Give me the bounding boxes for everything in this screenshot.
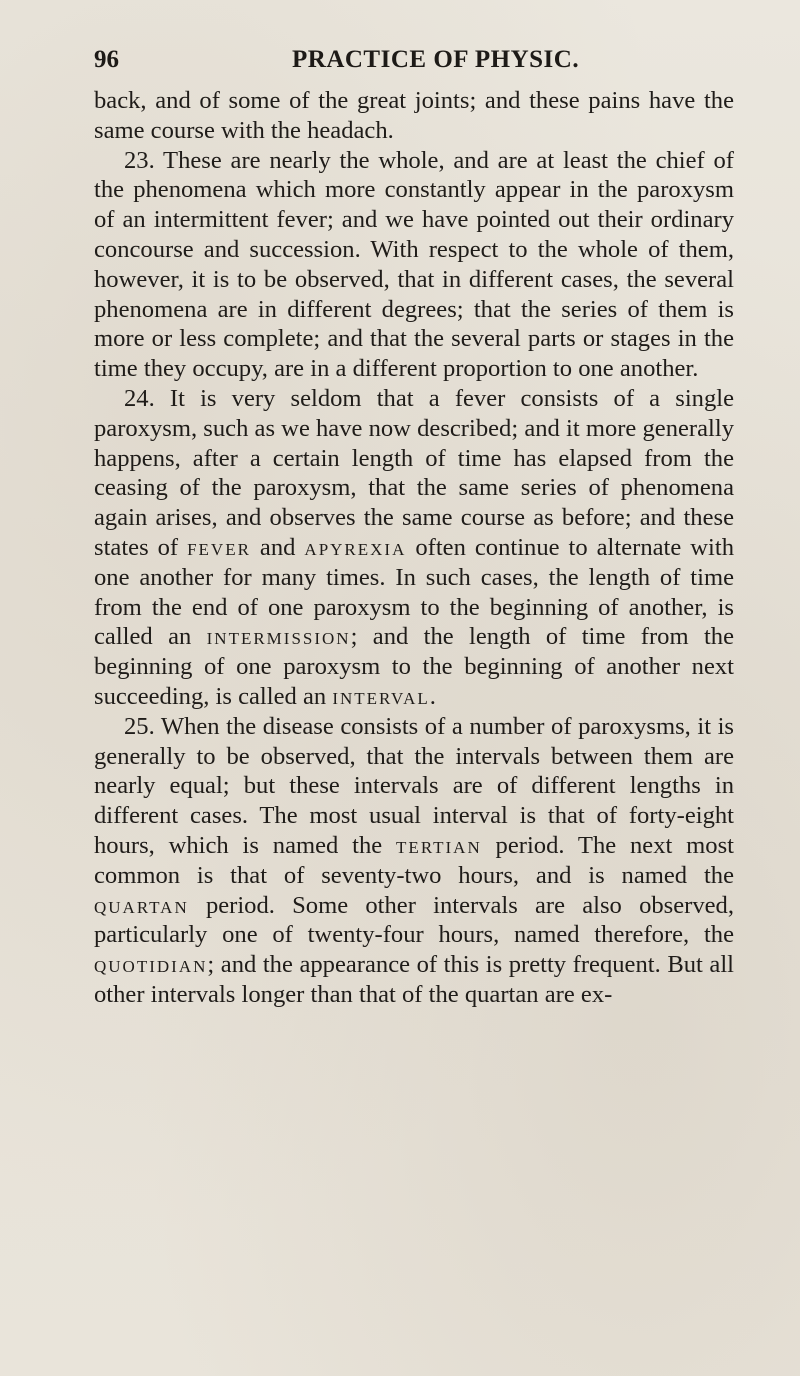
running-title: PRACTICE OF PHYSIC.: [292, 46, 580, 73]
text-run: back, and of some of the great joints; and these pains have the same course with the headach.: [94, 87, 734, 144]
term-intermission: intermission: [206, 623, 351, 651]
text-run: period. Some other intervals are also observed, particularly one of twenty-four hours, named therefore, the: [94, 891, 734, 949]
paragraph-24: [94, 384, 734, 712]
paragraph-continuation: [94, 86, 734, 146]
text-run: ; and the length of time from the beginning of one paroxysm to the beginning of another next succeeding, is called an: [94, 623, 734, 710]
term-quartan: quartan: [94, 891, 189, 919]
term-interval: interval: [332, 682, 430, 710]
text-run: period. The next most common is that of seventy-two hours, and is named the: [94, 831, 734, 889]
text-run: ; and the appearance of this is pretty frequent. But all other intervals longer than that of the quartan are ex-: [94, 951, 734, 1008]
text-run: 23. These are nearly the whole, and are at least the chief of the phenomena which more constantly appear in the paroxysm of an intermittent fever; and we have pointed out their ordinary concourse and succession. With respect to the whole of them, however, it is to be observed, that in different cases, the several phenomena are in different degrees; that the series of them is more or less complete; and that the several parts or stages in the time they occupy, are in a different proportion to one another.: [94, 146, 734, 383]
running-head: [94, 46, 734, 82]
body-text: [94, 86, 734, 1010]
term-fever: fever: [187, 533, 251, 561]
paragraph-23: [94, 146, 734, 384]
text-run: often continue to alternate with one another for many times. In such cases, the length of time from the end of one paroxysm to the beginning of another, is called an: [94, 533, 734, 651]
text-run: 25. When the disease consists of a number of paroxysms, it is generally to be observed, that the intervals between them are nearly equal; but these intervals are of different lengths in different cases. The most usual interval is that of forty-eight hours, which is named the: [94, 712, 734, 859]
term-tertian: tertian: [396, 831, 482, 859]
term-apyrexia: apyrexia: [304, 533, 407, 561]
text-run: .: [429, 682, 436, 710]
text-run: and: [250, 533, 305, 561]
page-number: 96: [94, 46, 119, 73]
term-quotidian: quotidian: [94, 951, 208, 979]
text-run: 24. It is very seldom that a fever consists of a single paroxysm, such as we have now described; and it more generally happens, after a certain length of time has elapsed from the ceasing of the paroxysm, that the same series of phenomena again arises, and observes the same course as before; and these states of: [94, 384, 734, 561]
paragraph-25: [94, 712, 734, 1010]
